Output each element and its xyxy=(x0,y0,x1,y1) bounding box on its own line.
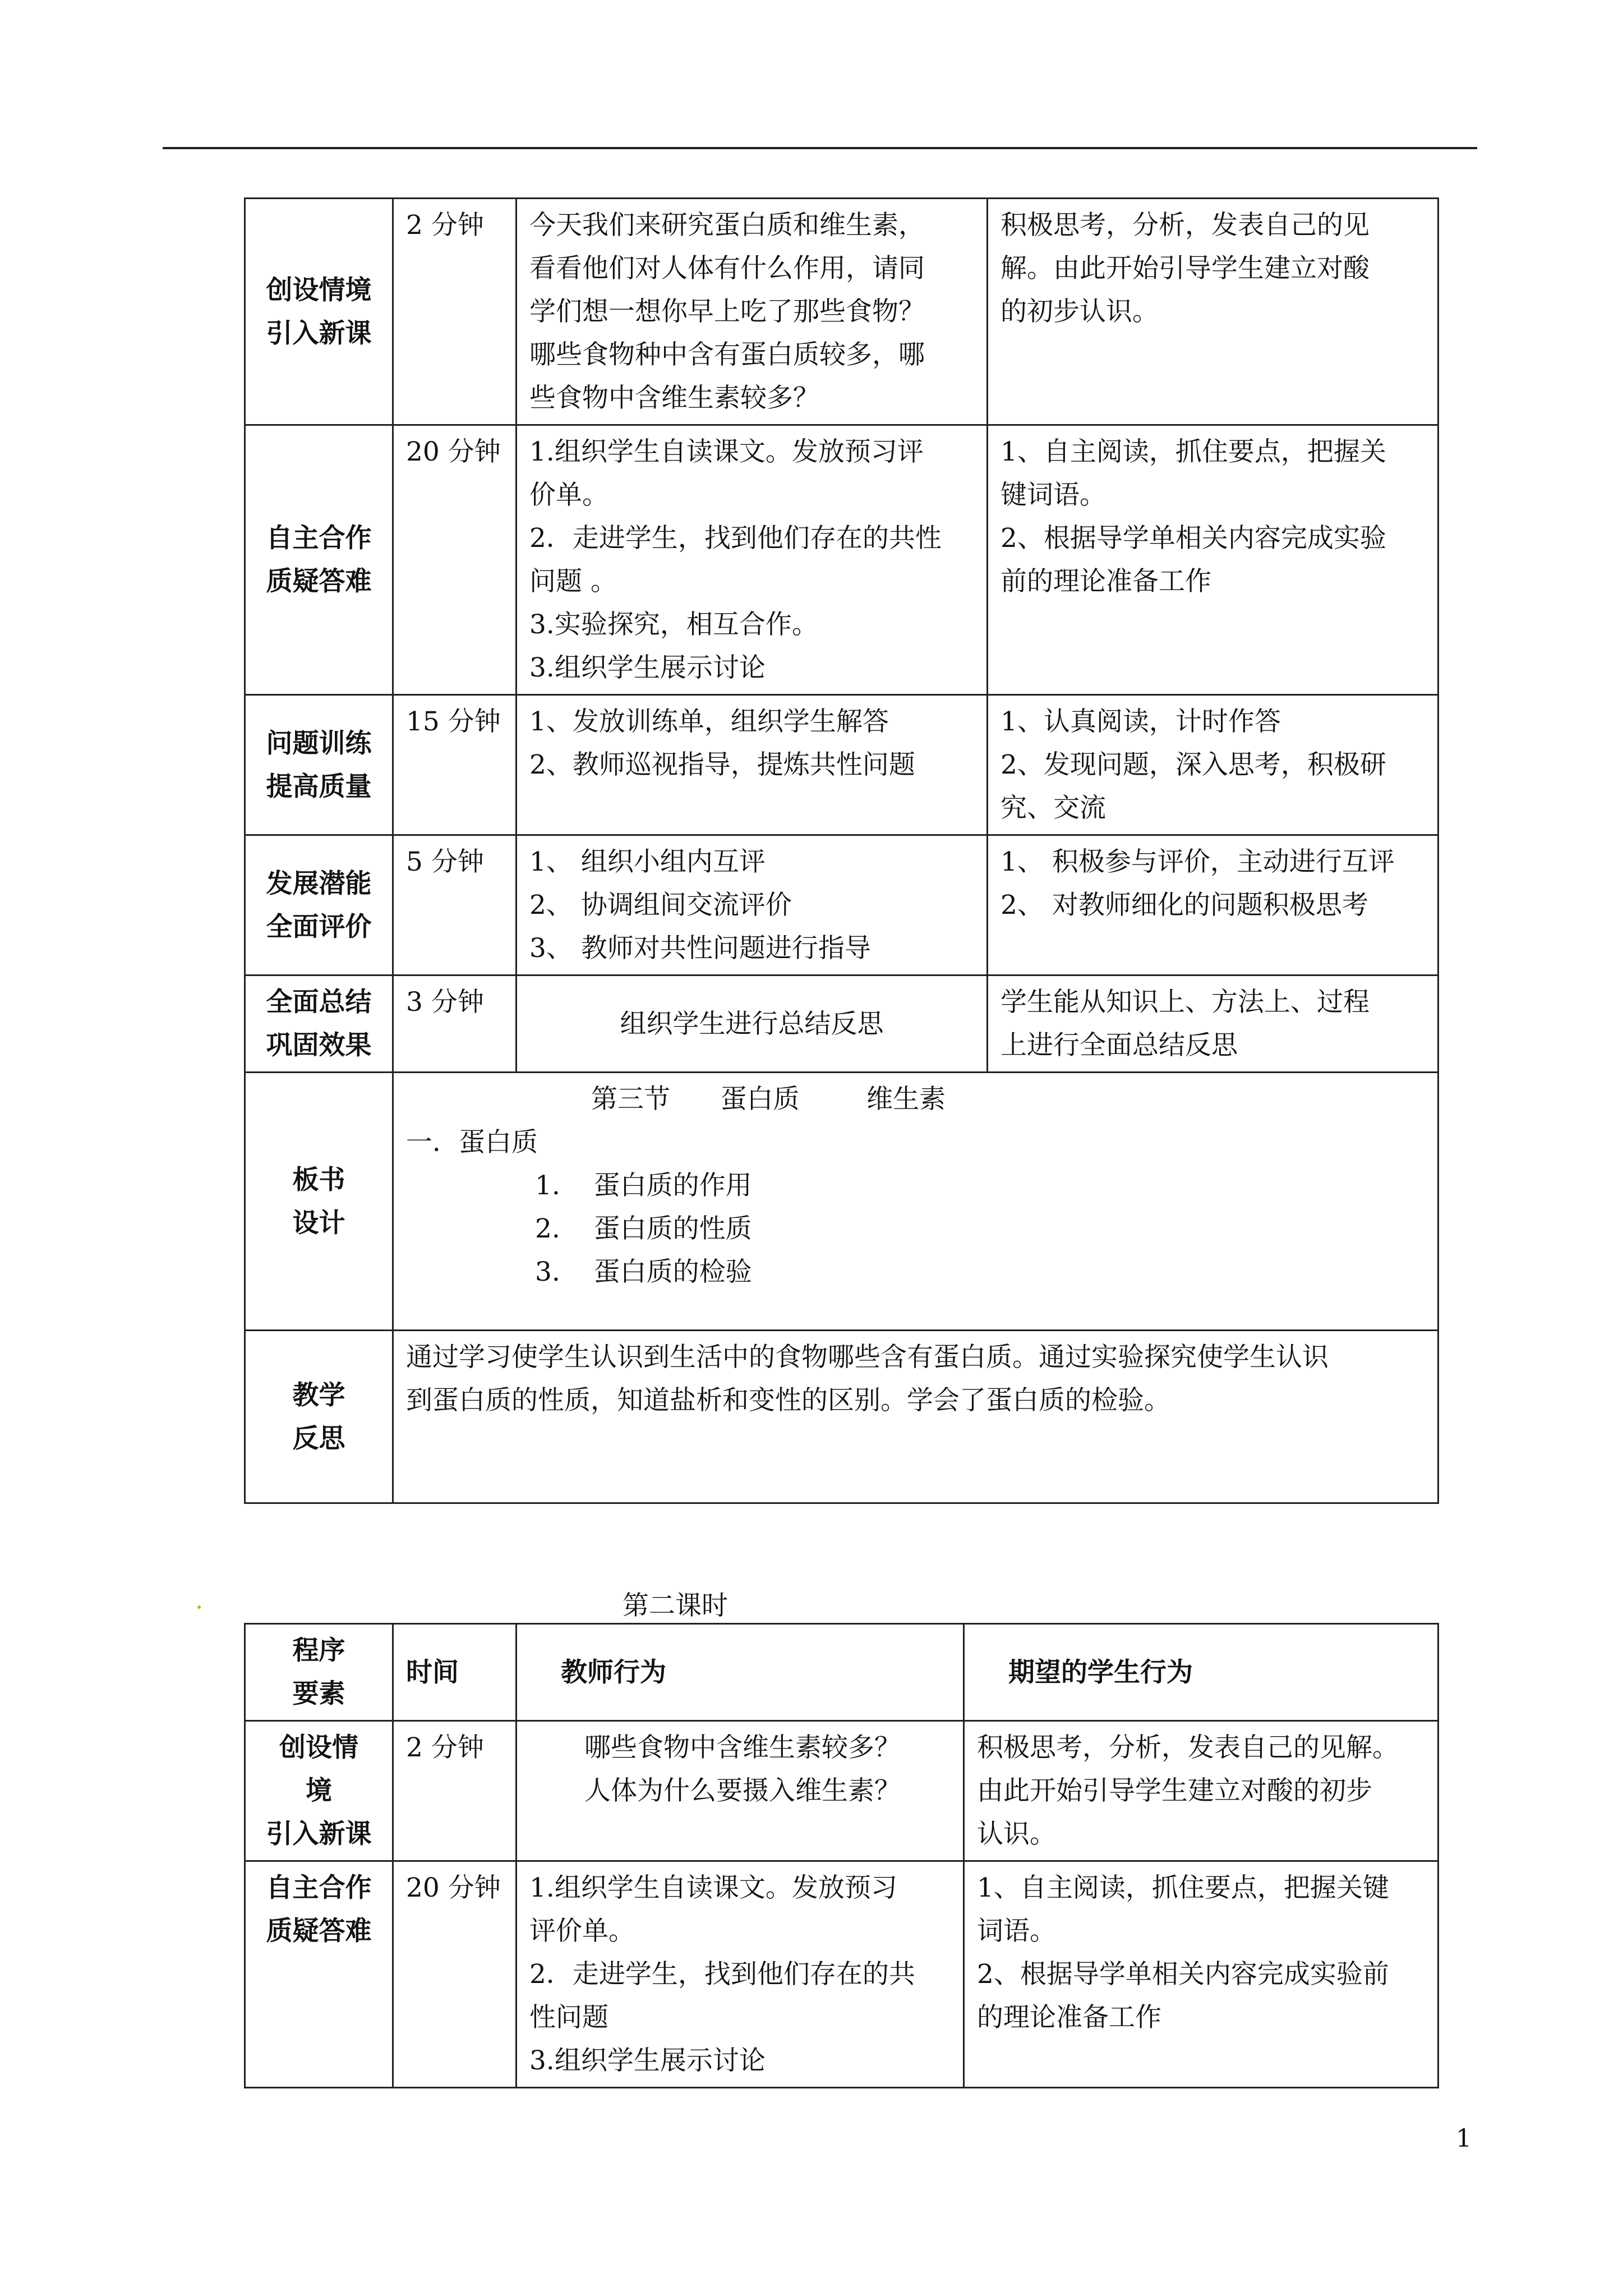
stage-label: 巩固效果 xyxy=(266,1030,372,1061)
student-text: 上进行全面总结反思 xyxy=(1000,1030,1238,1061)
teacher-text: 3.实验探究，相互合作。 xyxy=(529,609,818,640)
board-design-row xyxy=(245,1073,1438,1331)
teacher-text: 1、 组织小组内互评 xyxy=(529,846,766,877)
student-text: 1、自主阅读，抓住要点，把握关 xyxy=(1000,436,1386,467)
student-text: 前的理论准备工作 xyxy=(1000,566,1211,597)
stage-label: 问题训练 xyxy=(266,728,372,759)
header-label: 要素 xyxy=(292,1678,345,1709)
time-cell xyxy=(393,199,517,425)
student-text: 的初步认识。 xyxy=(1000,296,1159,327)
board-content-cell xyxy=(393,1073,1438,1331)
teacher-text: 价单。 xyxy=(529,480,608,510)
teacher-text: 哪些食物种中含有蛋白质较多，哪 xyxy=(529,339,925,370)
header-student: 期望的学生行为 xyxy=(964,1624,1438,1721)
lesson2-caption: 第二课时 xyxy=(623,1590,728,1621)
student-text: 解。由此开始引导学生建立对酸 xyxy=(1000,253,1370,284)
teacher-text: 学们想一想你早上吃了那些食物？ xyxy=(529,296,925,327)
stage-label: 质疑答难 xyxy=(266,566,372,597)
board-item: 3. 蛋白质的检验 xyxy=(535,1257,752,1287)
student-cell xyxy=(988,835,1438,976)
student-text: 由此开始引导学生建立对酸的初步 xyxy=(977,1775,1372,1806)
student-text: 1、自主阅读，抓住要点，把握关键 xyxy=(977,1872,1389,1903)
page-number: 1 xyxy=(1456,2124,1472,2153)
time-cell xyxy=(393,1861,517,2088)
student-text: 的理论准备工作 xyxy=(977,2002,1161,2033)
teacher-text: 2．走进学生，找到他们存在的共 xyxy=(529,1959,915,1990)
teacher-cell xyxy=(517,835,988,976)
stage-label: 创设情境 xyxy=(266,274,372,306)
student-text: 2、根据导学单相关内容完成实验 xyxy=(1000,523,1386,554)
teacher-text: 3.组织学生展示讨论 xyxy=(529,652,766,683)
student-cell xyxy=(964,1721,1438,1861)
time-cell xyxy=(393,695,517,835)
stage-label: 全面总结 xyxy=(266,987,372,1018)
stage-cell xyxy=(245,976,393,1073)
time-value: 2 分钟 xyxy=(406,210,484,241)
lesson1-table xyxy=(244,197,1439,1504)
teacher-text: 2、 协调组间交流评价 xyxy=(529,890,792,921)
teacher-cell xyxy=(517,425,988,695)
table-row xyxy=(245,695,1438,835)
student-cell xyxy=(988,425,1438,695)
teacher-cell xyxy=(517,1861,964,2088)
teacher-cell xyxy=(517,199,988,425)
teacher-cell xyxy=(517,1721,964,1861)
student-text: 认识。 xyxy=(977,1819,1056,1849)
reflection-label: 反思 xyxy=(292,1423,345,1454)
teacher-text: 1、发放训练单，组织学生解答 xyxy=(529,706,889,737)
teacher-text: 今天我们来研究蛋白质和维生素， xyxy=(529,210,925,241)
board-heading: 一．蛋白质 xyxy=(406,1127,538,1158)
board-title: 第三节 蛋白质 维生素 xyxy=(591,1084,946,1115)
teacher-text: 组织学生进行总结反思 xyxy=(620,1008,884,1039)
stage-label: 质疑答难 xyxy=(266,1916,372,1947)
teacher-text: 评价单。 xyxy=(529,1916,635,1947)
time-value: 20 分钟 xyxy=(406,1872,501,1903)
stage-cell xyxy=(245,1861,393,2088)
time-value: 2 分钟 xyxy=(406,1732,484,1763)
header-time: 时间 xyxy=(393,1624,517,1721)
header-row xyxy=(245,1624,1438,1721)
student-text: 2、发现问题，深入思考，积极研 xyxy=(1000,749,1386,780)
time-cell xyxy=(393,425,517,695)
time-value: 5 分钟 xyxy=(406,846,484,877)
stage-cell xyxy=(245,835,393,976)
student-text: 学生能从知识上、方法上、过程 xyxy=(1000,987,1370,1018)
student-cell xyxy=(964,1861,1438,2088)
student-text: 1、认真阅读，计时作答 xyxy=(1000,706,1281,737)
reflection-text: 通过学习使学生认识到生活中的食物哪些含有蛋白质。通过实验探究使学生认识 xyxy=(406,1342,1329,1373)
teacher-text: 2．走进学生，找到他们存在的共性 xyxy=(529,523,942,554)
board-item: 2. 蛋白质的性质 xyxy=(535,1213,752,1244)
stage-label: 引入新课 xyxy=(266,1819,372,1849)
table-row xyxy=(245,425,1438,695)
teacher-text: 些食物中含维生素较多？ xyxy=(529,383,819,413)
stage-label: 自主合作 xyxy=(266,1872,372,1903)
header-stage xyxy=(245,1624,393,1721)
stage-label: 提高质量 xyxy=(266,771,372,802)
stage-label: 全面评价 xyxy=(266,911,372,942)
table-row xyxy=(245,976,1438,1073)
student-cell xyxy=(988,976,1438,1073)
table-row xyxy=(245,835,1438,976)
teacher-text: 3、 教师对共性问题进行指导 xyxy=(529,933,871,964)
time-value: 20 分钟 xyxy=(406,436,501,467)
teacher-text: 2、教师巡视指导，提炼共性问题 xyxy=(529,749,915,780)
teacher-text: 3.组织学生展示讨论 xyxy=(529,2045,766,2076)
stage-label: 发展潜能 xyxy=(266,868,372,899)
stage-cell xyxy=(245,425,393,695)
teacher-text: 问题 。 xyxy=(529,566,617,597)
reflection-text-cell xyxy=(393,1331,1438,1503)
teacher-text: 看看他们对人体有什么作用，请同 xyxy=(529,253,925,284)
stage-cell xyxy=(245,1721,393,1861)
time-value: 3 分钟 xyxy=(406,987,484,1018)
speck-mark xyxy=(197,1605,201,1609)
reflection-text: 到蛋白质的性质，知道盐析和变性的区别。学会了蛋白质的检验。 xyxy=(406,1385,1170,1416)
header-teacher: 教师行为 xyxy=(517,1624,964,1721)
student-text: 词语。 xyxy=(977,1916,1056,1947)
stage-label: 境 xyxy=(306,1775,332,1806)
board-label: 设计 xyxy=(292,1207,345,1239)
header-rule xyxy=(163,147,1477,149)
board-item: 1. 蛋白质的作用 xyxy=(535,1170,752,1201)
student-text: 积极思考，分析，发表自己的见解。 xyxy=(977,1732,1399,1763)
table-row xyxy=(245,1721,1438,1861)
table-row xyxy=(245,1861,1438,2088)
teacher-text: 人体为什么要摄入维生素？ xyxy=(584,1775,901,1806)
student-text: 2、根据导学单相关内容完成实验前 xyxy=(977,1959,1389,1990)
time-cell xyxy=(393,976,517,1073)
teacher-text: 性问题 xyxy=(529,2002,608,2033)
table-row xyxy=(245,199,1438,425)
teacher-text: 1.组织学生自读课文。发放预习评 xyxy=(529,436,924,467)
student-text: 2、 对教师细化的问题积极思考 xyxy=(1000,890,1368,921)
stage-cell xyxy=(245,199,393,425)
board-label: 板书 xyxy=(292,1164,345,1195)
student-cell xyxy=(988,199,1438,425)
time-value: 15 分钟 xyxy=(406,706,501,737)
stage-cell xyxy=(245,695,393,835)
student-cell xyxy=(988,695,1438,835)
time-cell xyxy=(393,1721,517,1861)
stage-label: 创设情 xyxy=(279,1732,358,1763)
student-text: 究、交流 xyxy=(1000,793,1106,823)
header-label: 程序 xyxy=(292,1635,345,1666)
time-cell xyxy=(393,835,517,976)
lesson2-table xyxy=(244,1623,1439,2088)
reflection-label-cell xyxy=(245,1331,393,1503)
teacher-text: 哪些食物中含维生素较多？ xyxy=(584,1732,901,1763)
teacher-text: 1.组织学生自读课文。发放预习 xyxy=(529,1872,897,1903)
teacher-cell xyxy=(517,695,988,835)
teacher-cell xyxy=(517,976,988,1073)
reflection-row xyxy=(245,1331,1438,1503)
student-text: 积极思考，分析，发表自己的见 xyxy=(1000,210,1370,241)
student-text: 1、 积极参与评价，主动进行互评 xyxy=(1000,846,1395,877)
stage-label: 引入新课 xyxy=(266,318,372,349)
stage-label: 自主合作 xyxy=(266,523,372,554)
board-label-cell xyxy=(245,1073,393,1331)
reflection-label: 教学 xyxy=(292,1379,345,1411)
student-text: 键词语。 xyxy=(1000,480,1106,510)
